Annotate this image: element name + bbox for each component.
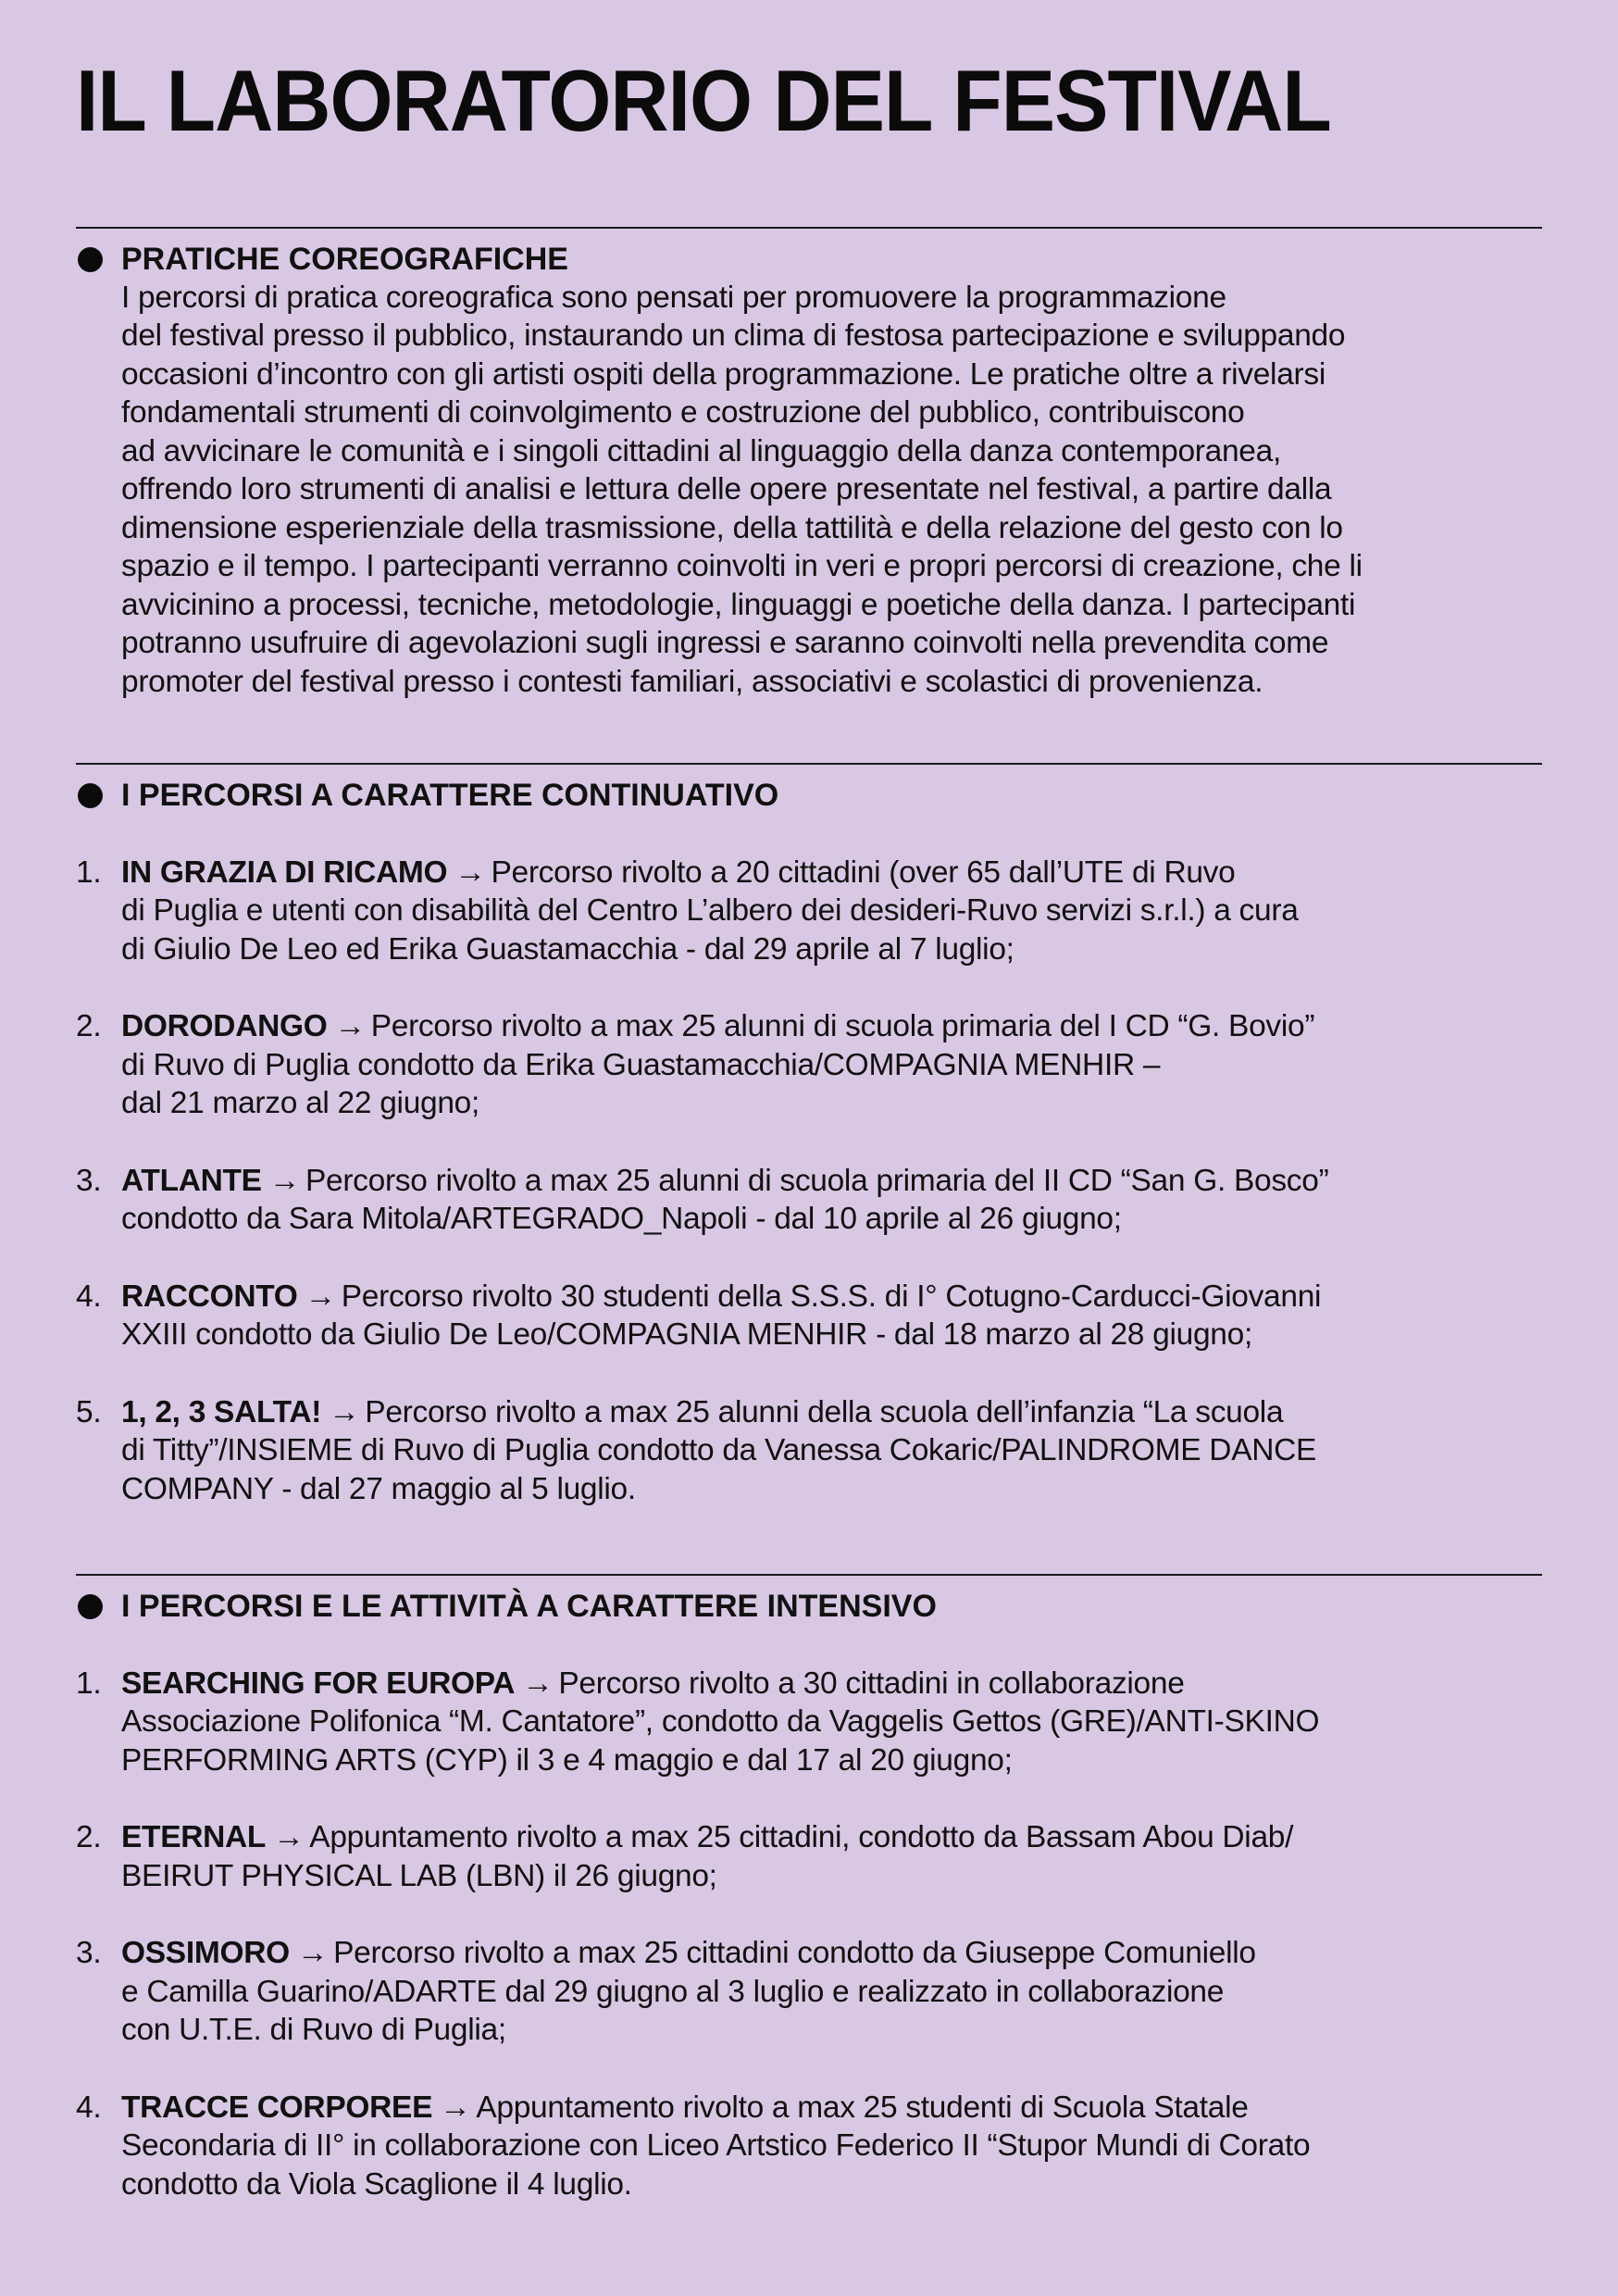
item-line: Secondaria di II° in collaborazione con Liceo Artstico Federico II “Stupor Mundi di Corato	[121, 2128, 1311, 2164]
item-line	[121, 2089, 1310, 2128]
item-line: di Ruvo di Puglia condotto da Erika Guastamacchia/COMPAGNIA MENHIR –	[121, 1047, 1161, 1082]
arrow-right-icon: →	[329, 1394, 360, 1429]
bullet-icon	[78, 783, 103, 808]
item-line: di Titty”/INSIEME di Ruvo di Puglia condotto da Vanessa Cokaric/PALINDROME DANCE	[121, 1433, 1317, 1468]
item-number: 3.	[76, 1163, 102, 1198]
item-number: 2.	[76, 1009, 102, 1044]
body-line: dimensione esperienziale della trasmissione, della tattilità e della relazione del gesto con lo	[121, 510, 1343, 545]
item-line: condotto da Viola Scaglione il 4 luglio.	[121, 2166, 632, 2202]
item-number: 2.	[76, 1820, 102, 1855]
body-line: I percorsi di pratica coreografica sono pensati per promuovere la programmazione	[121, 280, 1226, 315]
item-description: Percorso rivolto 30 studenti della S.S.S. di I° Cotugno-Carducci-Giovanni	[341, 1279, 1322, 1314]
item-title: TRACCE CORPOREE	[121, 2090, 433, 2125]
item-title: OSSIMORO	[121, 1936, 290, 1971]
item-line	[121, 1665, 1319, 1703]
item-line: di Giulio De Leo ed Erika Guastamacchia - dal 29 aprile al 7 luglio;	[121, 931, 1014, 967]
item-text	[121, 1278, 1321, 1354]
item-description: Appuntamento rivolto a max 25 studenti di Scuola Statale	[476, 2090, 1249, 2125]
section-heading	[76, 1588, 1542, 1626]
item-line	[121, 1007, 1314, 1046]
body-line: offrendo loro strumenti di analisi e lettura delle opere presentate nel festival, a partire dalla	[121, 472, 1332, 507]
arrow-right-icon: →	[454, 855, 486, 890]
item-line: dal 21 marzo al 22 giugno;	[121, 1086, 480, 1121]
item-text	[121, 854, 1299, 969]
item-number: 3.	[76, 1936, 102, 1971]
section-heading-text: PRATICHE COREOGRAFICHE	[121, 242, 568, 277]
body-line: fondamentali strumenti di coinvolgimento e costruzione del pubblico, contribuiscono	[121, 395, 1245, 430]
list-item	[76, 854, 1542, 969]
list-item	[76, 1818, 1542, 1895]
arrow-right-icon: →	[305, 1279, 336, 1314]
item-line	[121, 1393, 1316, 1432]
item-number: 5.	[76, 1394, 102, 1429]
item-description: Percorso rivolto a 20 cittadini (over 65 dall’UTE di Ruvo	[491, 855, 1236, 890]
list-item	[76, 1393, 1542, 1509]
item-line: con U.T.E. di Ruvo di Puglia;	[121, 2013, 506, 2048]
item-line	[121, 1278, 1321, 1316]
item-line: COMPANY - dal 27 maggio al 5 luglio.	[121, 1471, 636, 1506]
item-number: 1.	[76, 855, 102, 890]
item-line: Associazione Polifonica “M. Cantatore”, condotto da Vaggelis Gettos (GRE)/ANTI-SKINO	[121, 1704, 1320, 1740]
list-item	[76, 1934, 1542, 2050]
section-body	[121, 279, 1542, 702]
list-item	[76, 1162, 1542, 1239]
section-percorsi-intensivi	[76, 1574, 1542, 2242]
section-percorsi-continuativi	[76, 763, 1542, 1547]
item-description: Appuntamento rivolto a max 25 cittadini, condotto da Bassam Abou Diab/	[309, 1820, 1294, 1855]
list-item	[76, 2089, 1542, 2204]
list-item	[76, 1278, 1542, 1354]
list-item	[76, 1007, 1542, 1123]
item-description: Percorso rivolto a max 25 alunni di scuola primaria del I CD “G. Bovio”	[370, 1009, 1315, 1044]
item-title: ETERNAL	[121, 1820, 267, 1855]
item-number: 4.	[76, 2090, 102, 2125]
item-title: IN GRAZIA DI RICAMO	[121, 855, 448, 890]
arrow-right-icon: →	[296, 1936, 329, 1971]
item-title: 1, 2, 3 SALTA!	[121, 1394, 322, 1429]
bullet-icon	[78, 247, 103, 272]
item-number: 4.	[76, 1279, 102, 1314]
body-line: avvicinino a processi, tecniche, metodologie, linguaggi e poetiche della danza. I partecipanti	[121, 587, 1356, 622]
body-line: del festival presso il pubblico, instaurando un clima di festosa partecipazione e sviluppando	[121, 318, 1346, 354]
body-line: occasioni d’incontro con gli artisti ospiti della programmazione. Le pratiche oltre a rivelarsi	[121, 356, 1326, 392]
item-description: Percorso rivolto a max 25 cittadini condotto da Giuseppe Comuniello	[333, 1936, 1256, 1971]
item-text	[121, 1665, 1319, 1780]
section-pratiche-coreografiche	[76, 227, 1542, 701]
item-description: Percorso rivolto a 30 cittadini in collaborazione	[558, 1666, 1185, 1701]
item-text	[121, 1393, 1316, 1509]
item-text	[121, 1007, 1314, 1123]
item-title: RACCONTO	[121, 1279, 298, 1314]
item-line: di Puglia e utenti con disabilità del Centro L’albero dei desideri-Ruvo servizi s.r.l.) a cura	[121, 893, 1299, 929]
body-line: promoter del festival presso i contesti familiari, associativi e scolastici di provenienza.	[121, 664, 1263, 699]
bullet-icon	[78, 1594, 103, 1619]
arrow-right-icon: →	[440, 2090, 471, 2125]
arrow-right-icon: →	[334, 1009, 366, 1044]
page-title: IL LABORATORIO DEL FESTIVAL	[76, 52, 1331, 149]
numbered-list	[76, 1665, 1542, 2204]
item-line: XXIII condotto da Giulio De Leo/COMPAGNIA MENHIR - dal 18 marzo al 28 giugno;	[121, 1317, 1252, 1353]
arrow-right-icon: →	[522, 1666, 554, 1701]
section-heading-text: I PERCORSI A CARATTERE CONTINUATIVO	[121, 778, 779, 813]
item-title: SEARCHING FOR EUROPA	[121, 1666, 516, 1701]
item-text	[121, 2089, 1310, 2204]
list-item	[76, 1665, 1542, 1780]
section-heading	[76, 777, 1542, 815]
body-line: ad avvicinare le comunità e i singoli cittadini al linguaggio della danza contemporanea,	[121, 433, 1281, 468]
body-line: spazio e il tempo. I partecipanti verranno coinvolti in veri e propri percorsi di creazione, che li	[121, 549, 1363, 584]
item-text	[121, 1162, 1328, 1239]
item-title: DORODANGO	[121, 1009, 328, 1044]
item-line	[121, 1934, 1256, 1973]
section-heading-text: I PERCORSI E LE ATTIVITÀ A CARATTERE INTENSIVO	[121, 1589, 937, 1624]
body-line: potranno usufruire di agevolazioni sugli ingressi e saranno coinvolti nella prevendita come	[121, 626, 1329, 661]
item-line: e Camilla Guarino/ADARTE dal 29 giugno al 3 luglio e realizzato in collaborazione	[121, 1974, 1225, 2009]
item-description: Percorso rivolto a max 25 alunni della scuola dell’infanzia “La scuola	[365, 1394, 1284, 1429]
item-line	[121, 1818, 1293, 1857]
numbered-list	[76, 854, 1542, 1509]
item-line: PERFORMING ARTS (CYP) il 3 e 4 maggio e dal 17 al 20 giugno;	[121, 1742, 1013, 1778]
item-description: Percorso rivolto a max 25 alunni di scuola primaria del II CD “San G. Bosco”	[305, 1163, 1329, 1198]
arrow-right-icon: →	[273, 1820, 305, 1855]
item-text	[121, 1818, 1293, 1895]
item-number: 1.	[76, 1666, 102, 1701]
item-line	[121, 854, 1299, 892]
section-heading	[76, 241, 1542, 279]
arrow-right-icon: →	[268, 1163, 300, 1198]
item-line	[121, 1162, 1328, 1201]
item-line: condotto da Sara Mitola/ARTEGRADO_Napoli - dal 10 aprile al 26 giugno;	[121, 1202, 1122, 1237]
item-line: BEIRUT PHYSICAL LAB (LBN) il 26 giugno;	[121, 1858, 717, 1893]
item-text	[121, 1934, 1256, 2050]
item-title: ATLANTE	[121, 1163, 262, 1198]
